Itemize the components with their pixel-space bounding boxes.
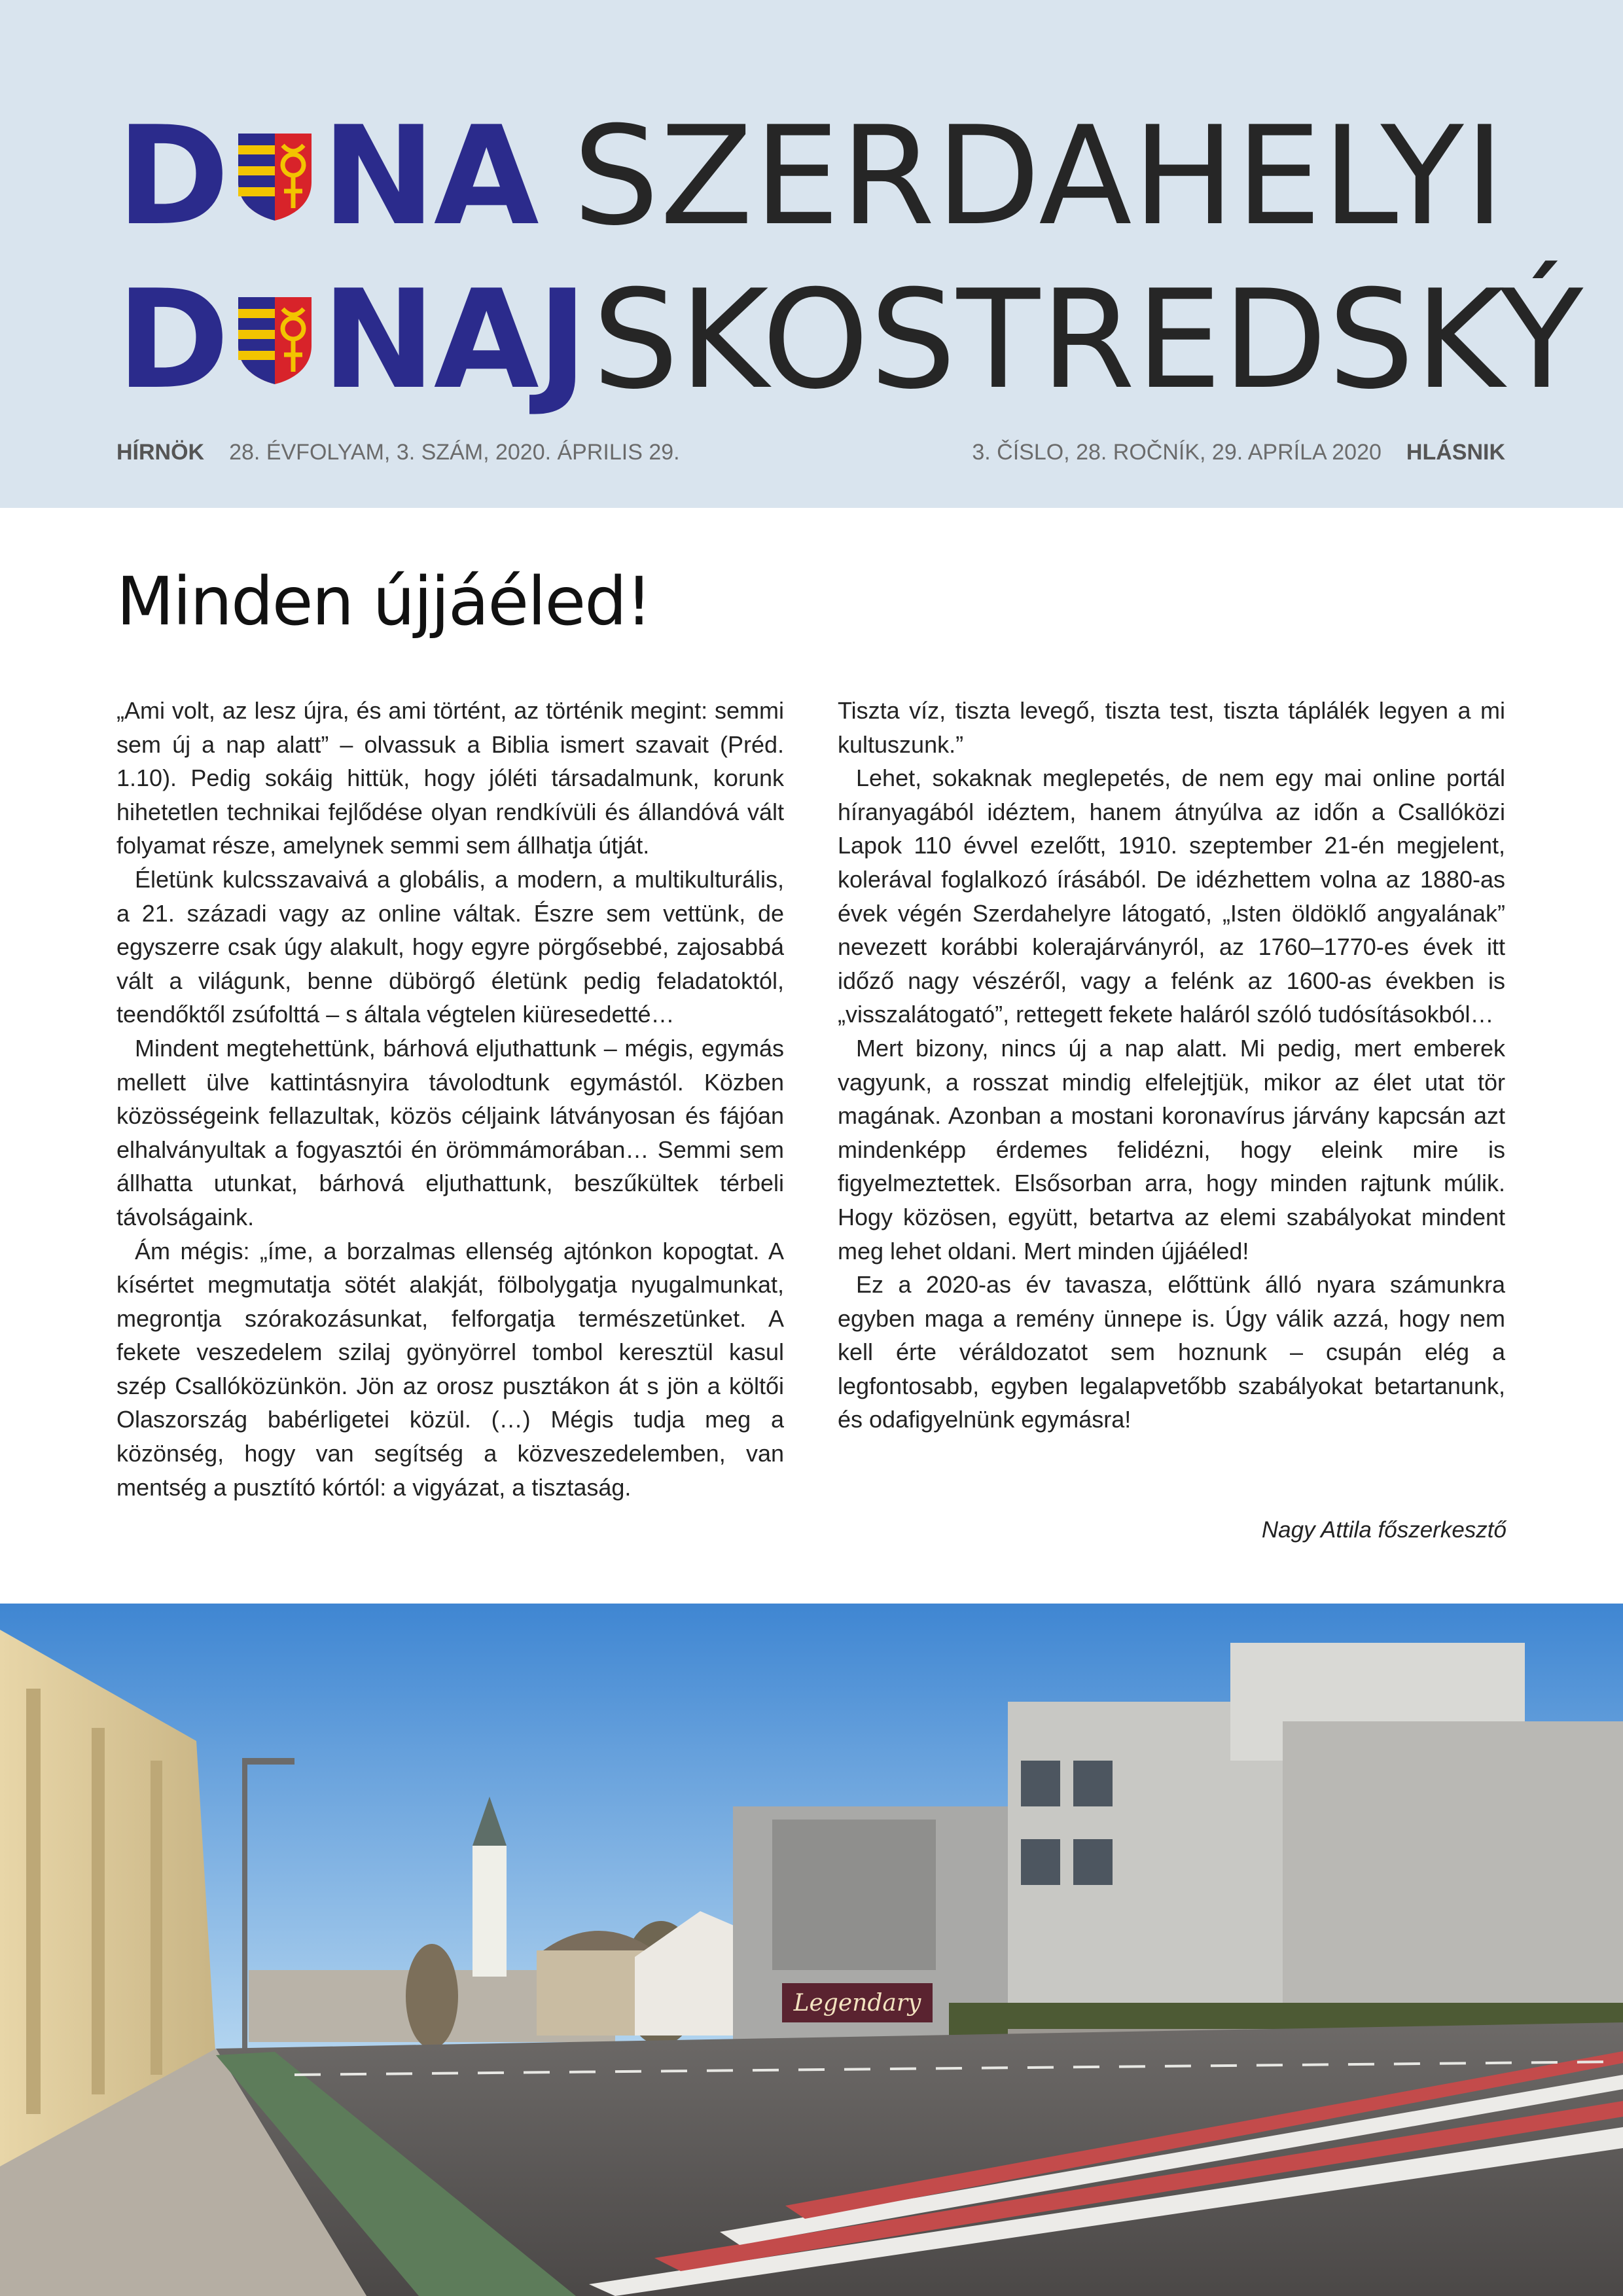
issue-info-slovak <box>972 435 1505 469</box>
title-blue-prefix: D <box>116 98 228 256</box>
window <box>1073 1839 1113 1885</box>
relief-panel <box>772 1820 936 1970</box>
shop-sign-text: Legendary <box>793 1990 921 2017</box>
left-building-columns <box>26 1689 41 2114</box>
article-paragraph: Ez a 2020-as év tavasza, előttünk álló nyara számunkra egyben maga a remény ünnepe is. Úgy válik azzá, hogy nem kell érte véráldozatot sem hoznunk – csupán elég a legfontosabb, egyben legalapvetőbb szabályokat betartanunk, és odafigyelnünk egymásra! <box>838 1271 1505 1433</box>
issue-info-hungarian <box>116 435 680 469</box>
article-paragraph: Mert bizony, nincs új a nap alatt. Mi pedig, mert emberek vagyunk, a rosszat mindig elfelejtjük, mikor az élet utat tör magának. Azonban a mostani koronavírus járvány kapcsán azt mindenképp érdemes felidézni, hogy eleink mire is figyelmeztettek. Elsősorban arra, hogy minden rajtunk múlik. Hogy közösen, együtt, betartva az elemi szabályokat mindent meg lehet oldani. Mert minden újjáéled! <box>838 1034 1505 1265</box>
tree <box>406 1944 458 2049</box>
issue-info-row <box>116 435 1505 469</box>
issue-details-sk: 3. ČÍSLO, 28. ROČNÍK, 29. APRÍLA 2020 <box>972 440 1382 465</box>
title-row-slovak <box>116 261 1584 420</box>
issue-details-hu: 28. ÉVFOLYAM, 3. SZÁM, 2020. ÁPRILIS 29. <box>229 440 680 465</box>
masthead <box>0 0 1623 508</box>
window <box>1073 1761 1113 1806</box>
article-paragraph: Tiszta víz, tiszta levegő, tiszta test, tiszta táplálék legyen a mi kultuszunk.” <box>838 697 1505 758</box>
window <box>1021 1761 1060 1806</box>
street-photo <box>0 1604 1623 2296</box>
article-paragraph: Életünk kulcsszavaivá a globális, a modern, a multikulturális, a 21. századi vagy az online váltak. Észre sem vettünk, de egyszerre csak úgy alakult, hogy egyre pörgősebbé, zajosabbá vált a világunk, benne dübörgő életünk pedig feladatoktól, teendőktől zsúfolttá – s általa végtelen kiüresedetté… <box>116 865 784 1028</box>
article-column-right <box>838 694 1505 1437</box>
title-dark-part: SZERDAHELYI <box>573 98 1505 256</box>
right-block <box>1283 1721 1623 2042</box>
article-paragraph: „Ami volt, az lesz újra, és ami történt, az történik megint: semmi sem új a nap alatt” – olvassuk a Biblia ismert szavait (Préd. 1.10). Pedig sokáig hittük, hogy jóléti társadalmunk, korunk hihetetlen technikai fejlődése olyan rendkívüli és állandóvá vált folyamat része, amelynek semmi sem állhatja útját. <box>116 697 784 859</box>
article-column-left <box>116 694 784 1504</box>
author-signature: Nagy Attila főszerkesztő <box>1261 1517 1507 1543</box>
article-headline: Minden újjáéled! <box>116 563 651 641</box>
title-blue-suffix: NAJ <box>321 261 586 420</box>
church-tower <box>473 1846 507 1977</box>
title-dark-part: SKOSTREDSKÝ <box>592 261 1584 420</box>
herald-label-sk: HLÁSNIK <box>1406 440 1505 465</box>
street-lamp-head <box>242 1758 294 1765</box>
title-blue-prefix: D <box>116 261 228 420</box>
left-building-columns <box>92 1728 105 2094</box>
title-row-hungarian <box>116 98 1505 256</box>
article-paragraph: Ám mégis: „íme, a borzalmas ellenség ajtónkon kopogtat. A kísértet megmutatja sötét alakját, fölbolygatja nyugalmunkat, megrontja szórakozásunkat, felforgatja természetünket. A fekete veszedelem szilaj gyönyörrel tombol keresztül kasul szép Csallóközünkön. Jön az orosz pusztákon át s jön a költői Olaszország babérligetei közül. (…) Mégis tudja meg a közönség, hogy van segítség a közveszedelemben, van mentség a pusztító kórtól: a vigyázat, a tisztaság. <box>116 1237 784 1501</box>
left-building-columns <box>151 1761 162 2075</box>
article-paragraph: Lehet, sokaknak meglepetés, de nem egy mai online portál híranyagából idéztem, hanem átnyúlva az időn a Csallóközi Lapok 110 évvel ezelőtt, 1910. szeptember 21-én megjelent, kolerával foglalkozó írásából. De idézhettem volna az 1880-as évek végén Szerdahelyre látogató, „Isten öldöklő angyalának” nevezett korábbi kolerajárványról, az 1760–1770-es évek itt időző nagy vészéről, vagy a felénk az 1600-as években is „visszalátogató”, rettegett fekete haláról szóló tudósításokból… <box>838 764 1505 1028</box>
window <box>1021 1839 1060 1885</box>
coat-of-arms-icon <box>236 131 314 223</box>
coat-of-arms-icon <box>236 295 314 386</box>
title-blue-suffix: NA <box>321 98 537 256</box>
street-lamp <box>242 1761 247 2062</box>
herald-label-hu: HÍRNÖK <box>116 440 205 465</box>
article-paragraph: Mindent megtehettünk, bárhová eljuthattunk – mégis, egymás mellett ülve kattintásnyira távolodtunk egymástól. Közben közösségeink fellazultak, közös céljaink látványosan és fájóan elhalványultak a fogyasztói én örömmámorában… Semmi sem állhatta utunkat, bárhová eljuthattunk, beszűkültek térbeli távolságaink. <box>116 1034 784 1230</box>
